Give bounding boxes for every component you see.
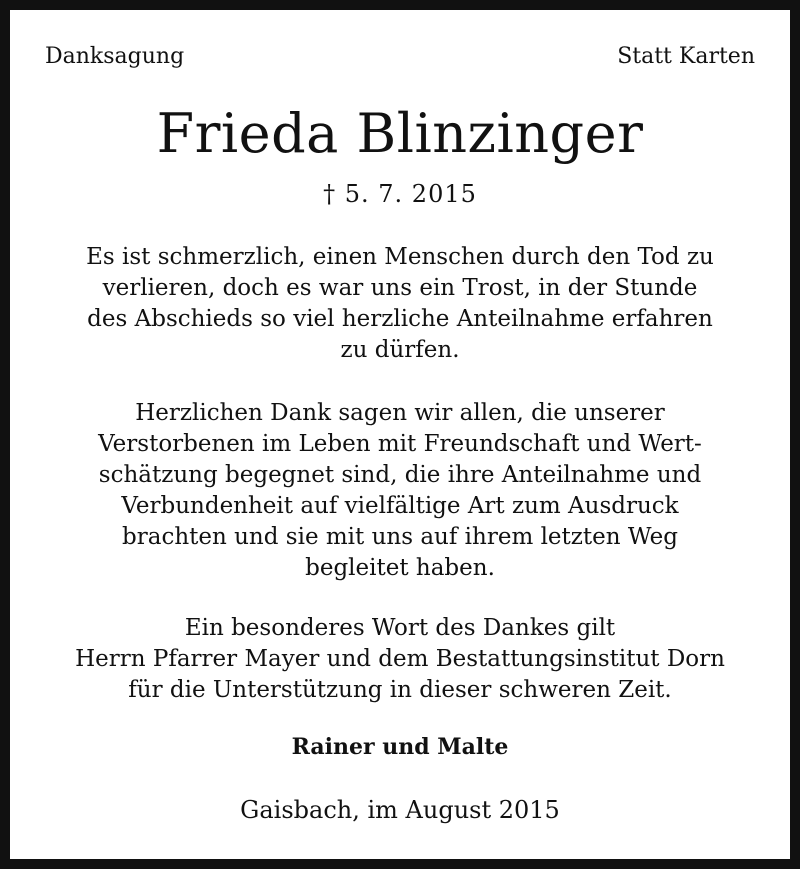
paragraph-line: zu dürfen. bbox=[340, 337, 460, 363]
paragraph-line: Verstorbenen im Leben mit Freundschaft und Wert- bbox=[98, 431, 702, 457]
paragraph-line: Herrn Pfarrer Mayer und dem Bestattungsinstitut Dorn bbox=[75, 646, 725, 672]
paragraph-line: begleitet haben. bbox=[305, 555, 495, 581]
paragraph-line: für die Unterstützung in dieser schweren Zeit. bbox=[128, 677, 672, 703]
paragraph-line: schätzung begegnet sind, die ihre Anteilnahme und bbox=[98, 462, 702, 488]
header-right-label: Statt Karten bbox=[617, 44, 755, 69]
paragraph-line: des Abschieds so viel herzliche Anteilnahme erfahren bbox=[87, 306, 713, 332]
paragraph-line: brachten und sie mit uns auf ihrem letzten Weg bbox=[122, 524, 678, 550]
deceased-name: Frieda Blinzinger bbox=[156, 102, 644, 165]
paragraph-1 bbox=[30, 242, 770, 366]
paragraph-line: Ein besonderes Wort des Dankes gilt bbox=[184, 615, 616, 641]
place-and-date: Gaisbach, im August 2015 bbox=[240, 796, 560, 824]
death-date: † 5. 7. 2015 bbox=[323, 180, 477, 208]
paragraph-3 bbox=[30, 613, 770, 706]
header-left-label: Danksagung bbox=[45, 44, 185, 69]
paragraph-line: Herzlichen Dank sagen wir allen, die unserer bbox=[135, 400, 665, 426]
paragraph-line: Verbundenheit auf vielfältige Art zum Ausdruck bbox=[121, 493, 679, 519]
signature: Rainer und Malte bbox=[291, 734, 509, 760]
paragraph-2 bbox=[30, 398, 770, 584]
paragraph-line: verlieren, doch es war uns ein Trost, in der Stunde bbox=[102, 275, 698, 301]
paragraph-line: Es ist schmerzlich, einen Menschen durch den Tod zu bbox=[86, 244, 714, 270]
